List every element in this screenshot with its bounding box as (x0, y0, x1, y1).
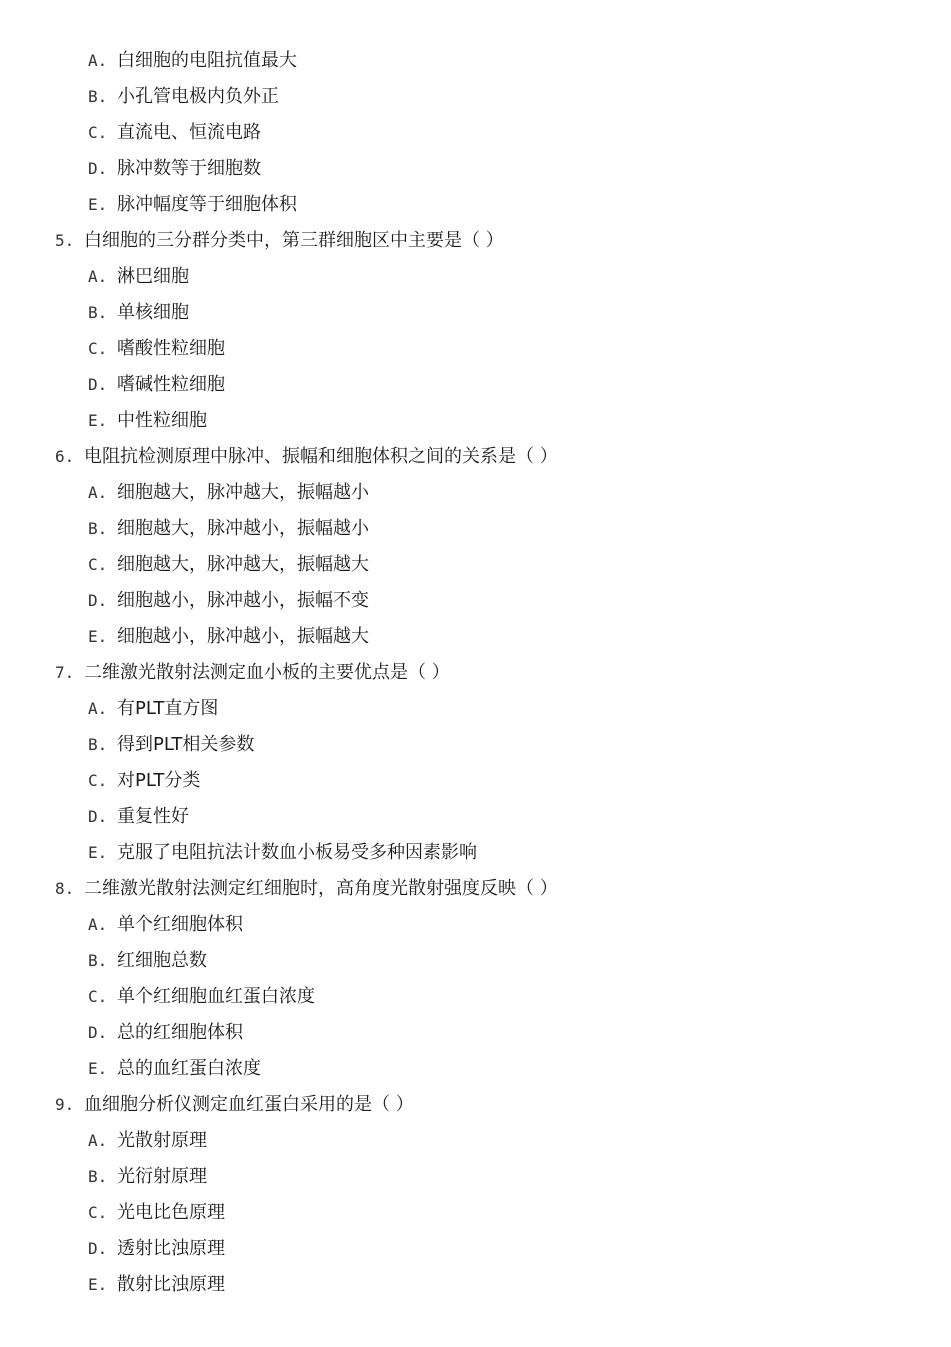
answer-option (0, 907, 951, 943)
option-text: 脉冲幅度等于细胞体积 (117, 194, 297, 215)
option-text: 细胞越大，脉冲越小，振幅越小 (117, 518, 369, 539)
option-text: 有PLT直方图 (117, 698, 219, 719)
option-letter: A. (88, 1131, 108, 1150)
option-letter: A. (88, 51, 108, 70)
option-text: 散射比浊原理 (117, 1274, 225, 1295)
option-letter: B. (88, 735, 108, 754)
option-letter: C. (88, 339, 108, 358)
answer-option (0, 1267, 951, 1303)
option-letter: B. (88, 1167, 108, 1186)
answer-option (0, 331, 951, 367)
answer-option (0, 583, 951, 619)
option-letter: C. (88, 123, 108, 142)
option-letter: D. (88, 159, 108, 178)
question-stem (0, 223, 951, 259)
answer-option (0, 763, 951, 799)
answer-option (0, 691, 951, 727)
answer-option (0, 1195, 951, 1231)
exam-page (0, 43, 951, 1303)
answer-option (0, 79, 951, 115)
question-stem (0, 871, 951, 907)
option-letter: A. (88, 267, 108, 286)
answer-option (0, 1159, 951, 1195)
answer-option (0, 511, 951, 547)
question-text: 血细胞分析仪测定血红蛋白采用的是（ ） (84, 1094, 414, 1115)
option-letter: B. (88, 303, 108, 322)
question-text: 白细胞的三分群分类中，第三群细胞区中主要是（ ） (84, 230, 504, 251)
option-text: 嗜碱性粒细胞 (117, 374, 225, 395)
option-text: 红细胞总数 (117, 950, 207, 971)
question-text: 电阻抗检测原理中脉冲、振幅和细胞体积之间的关系是（ ） (84, 446, 558, 467)
option-text: 总的血红蛋白浓度 (117, 1058, 261, 1079)
option-letter: E. (88, 195, 108, 214)
option-letter: C. (88, 987, 108, 1006)
answer-option (0, 115, 951, 151)
option-text: 中性粒细胞 (117, 410, 207, 431)
option-letter: E. (88, 627, 108, 646)
question-stem (0, 655, 951, 691)
option-text: 光电比色原理 (117, 1202, 225, 1223)
option-letter: C. (88, 771, 108, 790)
option-letter: D. (88, 375, 108, 394)
answer-option (0, 295, 951, 331)
answer-option (0, 367, 951, 403)
answer-option (0, 151, 951, 187)
answer-option (0, 1051, 951, 1087)
question-stem (0, 1087, 951, 1123)
answer-option (0, 187, 951, 223)
option-text: 总的红细胞体积 (117, 1022, 243, 1043)
question-text: 二维激光散射法测定红细胞时，高角度光散射强度反映（ ） (84, 878, 558, 899)
option-text: 细胞越小，脉冲越小，振幅越大 (117, 626, 369, 647)
option-text: 淋巴细胞 (117, 266, 189, 287)
question-number: 5. (55, 231, 75, 250)
option-letter: E. (88, 1059, 108, 1078)
question-number: 8. (55, 879, 75, 898)
answer-option (0, 1231, 951, 1267)
option-letter: A. (88, 699, 108, 718)
answer-option (0, 979, 951, 1015)
option-letter: B. (88, 519, 108, 538)
option-text: 嗜酸性粒细胞 (117, 338, 225, 359)
option-letter: D. (88, 1023, 108, 1042)
option-text: 得到PLT相关参数 (117, 734, 255, 755)
option-letter: A. (88, 915, 108, 934)
answer-option (0, 727, 951, 763)
option-text: 白细胞的电阻抗值最大 (117, 50, 297, 71)
option-text: 光衍射原理 (117, 1166, 207, 1187)
option-letter: E. (88, 411, 108, 430)
question-number: 7. (55, 663, 75, 682)
option-text: 重复性好 (117, 806, 189, 827)
answer-option (0, 475, 951, 511)
answer-option (0, 619, 951, 655)
answer-option (0, 547, 951, 583)
question-number: 9. (55, 1095, 75, 1114)
option-text: 透射比浊原理 (117, 1238, 225, 1259)
option-letter: C. (88, 1203, 108, 1222)
option-text: 单个红细胞血红蛋白浓度 (117, 986, 315, 1007)
option-text: 小孔管电极内负外正 (117, 86, 279, 107)
answer-option (0, 403, 951, 439)
option-letter: A. (88, 483, 108, 502)
option-text: 细胞越小，脉冲越小，振幅不变 (117, 590, 369, 611)
option-text: 直流电、恒流电路 (117, 122, 261, 143)
answer-option (0, 799, 951, 835)
question-stem (0, 439, 951, 475)
answer-option (0, 259, 951, 295)
question-text: 二维激光散射法测定血小板的主要优点是（ ） (84, 662, 450, 683)
question-number: 6. (55, 447, 75, 466)
option-letter: D. (88, 591, 108, 610)
option-text: 细胞越大，脉冲越大，振幅越大 (117, 554, 369, 575)
option-letter: E. (88, 843, 108, 862)
option-letter: D. (88, 1239, 108, 1258)
option-text: 单核细胞 (117, 302, 189, 323)
option-text: 光散射原理 (117, 1130, 207, 1151)
option-letter: E. (88, 1275, 108, 1294)
option-text: 对PLT分类 (117, 770, 201, 791)
option-text: 单个红细胞体积 (117, 914, 243, 935)
answer-option (0, 43, 951, 79)
answer-option (0, 1123, 951, 1159)
option-text: 脉冲数等于细胞数 (117, 158, 261, 179)
option-text: 细胞越大，脉冲越大，振幅越小 (117, 482, 369, 503)
answer-option (0, 943, 951, 979)
answer-option (0, 1015, 951, 1051)
option-letter: C. (88, 555, 108, 574)
option-letter: D. (88, 807, 108, 826)
option-letter: B. (88, 951, 108, 970)
option-text: 克服了电阻抗法计数血小板易受多种因素影响 (117, 842, 477, 863)
answer-option (0, 835, 951, 871)
option-letter: B. (88, 87, 108, 106)
